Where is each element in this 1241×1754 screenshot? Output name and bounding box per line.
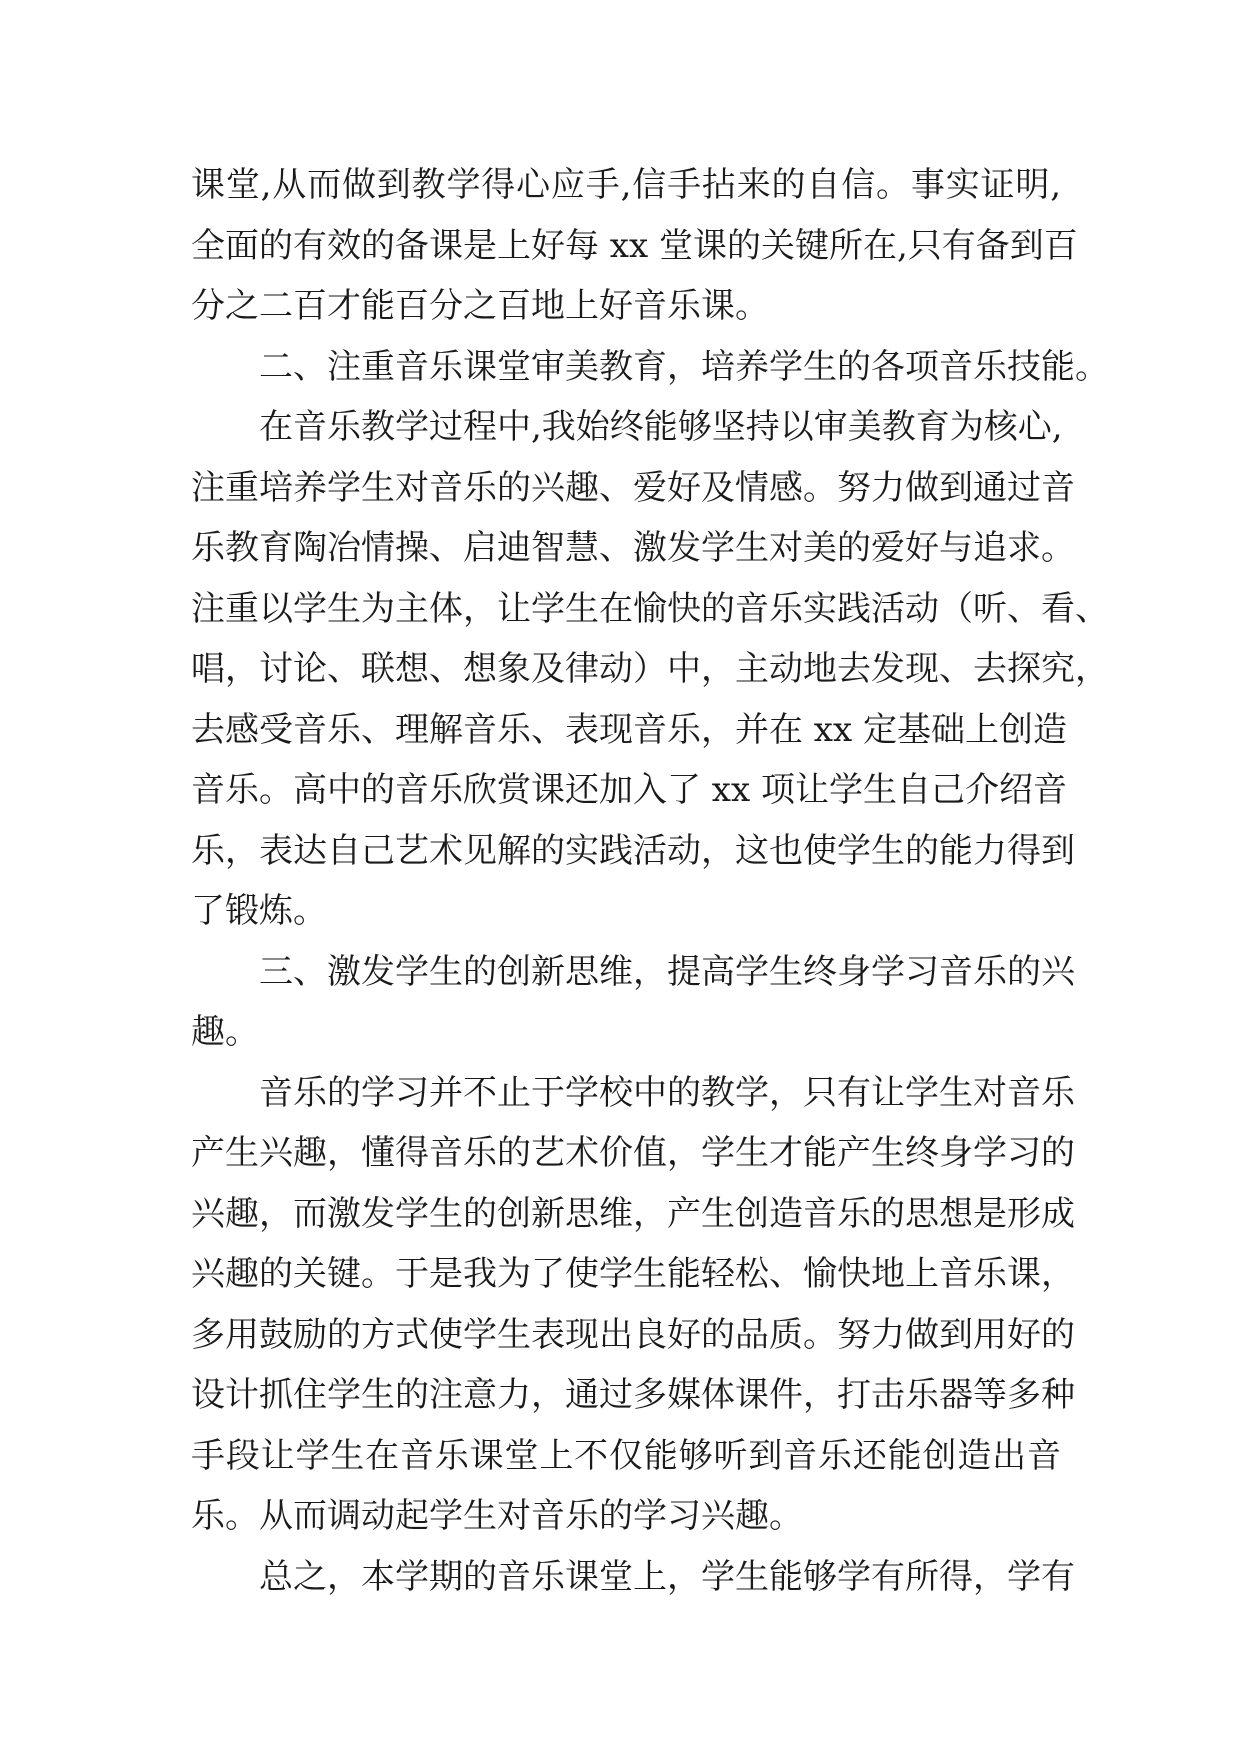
text-line: 乐，表达自己艺术见解的实践活动，这也使学生的能力得到 <box>191 830 1075 871</box>
text-line: 总之，本学期的音乐课堂上，学生能够学有所得，学有 <box>259 1556 1075 1597</box>
text-line: 多用鼓励的方式使学生表现出良好的品质。努力做到用好的 <box>191 1314 1075 1355</box>
text-line: 乐教育陶冶情操、启迪智慧、激发学生对美的爱好与追求。 <box>191 528 1075 568</box>
text-line: 去感受音乐、理解音乐、表现音乐，并在 xx 定基础上创造 <box>191 709 1067 750</box>
text-line: 三、激发学生的创新思维，提高学生终身学习音乐的兴 <box>259 951 1075 992</box>
text-line: 手段让学生在音乐课堂上不仅能够听到音乐还能创造出音 <box>191 1435 1061 1476</box>
document-body <box>191 155 1109 1607</box>
text-line: 在音乐教学过程中,我始终能够坚持以审美教育为核心, <box>259 407 1063 447</box>
text-line: 音乐。高中的音乐欣赏课还加入了 xx 项让学生自己介绍音 <box>191 770 1067 810</box>
text-line: 趣。 <box>191 1012 259 1052</box>
text-line: 全面的有效的备课是上好每 xx 堂课的关键所在,只有备到百 <box>191 225 1078 266</box>
text-line: 兴趣，而激发学生的创新思维，产生创造音乐的思想是形成 <box>191 1193 1075 1234</box>
text-line: 乐。从而调动起学生对音乐的学习兴趣。 <box>191 1496 803 1536</box>
text-line: 注重以学生为主体，让学生在愉快的音乐实践活动（听、看、 <box>191 588 1109 629</box>
text-line: 兴趣的关键。于是我为了使学生能轻松、愉快地上音乐课， <box>191 1254 1075 1294</box>
text-line: 设计抓住学生的注意力，通过多媒体课件，打击乐器等多种 <box>191 1375 1075 1415</box>
text-line: 分之二百才能百分之百地上好音乐课。 <box>191 286 769 326</box>
text-line: 了锻炼。 <box>191 891 327 931</box>
text-line: 音乐的学习并不止于学校中的教学，只有让学生对音乐 <box>259 1072 1075 1113</box>
text-line: 二、注重音乐课堂审美教育，培养学生的各项音乐技能。 <box>259 346 1109 387</box>
text-line: 唱，讨论、联想、想象及律动）中，主动地去发现、去探究， <box>191 649 1109 689</box>
text-line: 课堂,从而做到教学得心应手,信手拈来的自信。事实证明, <box>191 165 1061 205</box>
text-line: 产生兴趣，懂得音乐的艺术价值，学生才能产生终身学习的 <box>191 1133 1075 1173</box>
text-line: 注重培养学生对音乐的兴趣、爱好及情感。努力做到通过音 <box>191 467 1075 508</box>
